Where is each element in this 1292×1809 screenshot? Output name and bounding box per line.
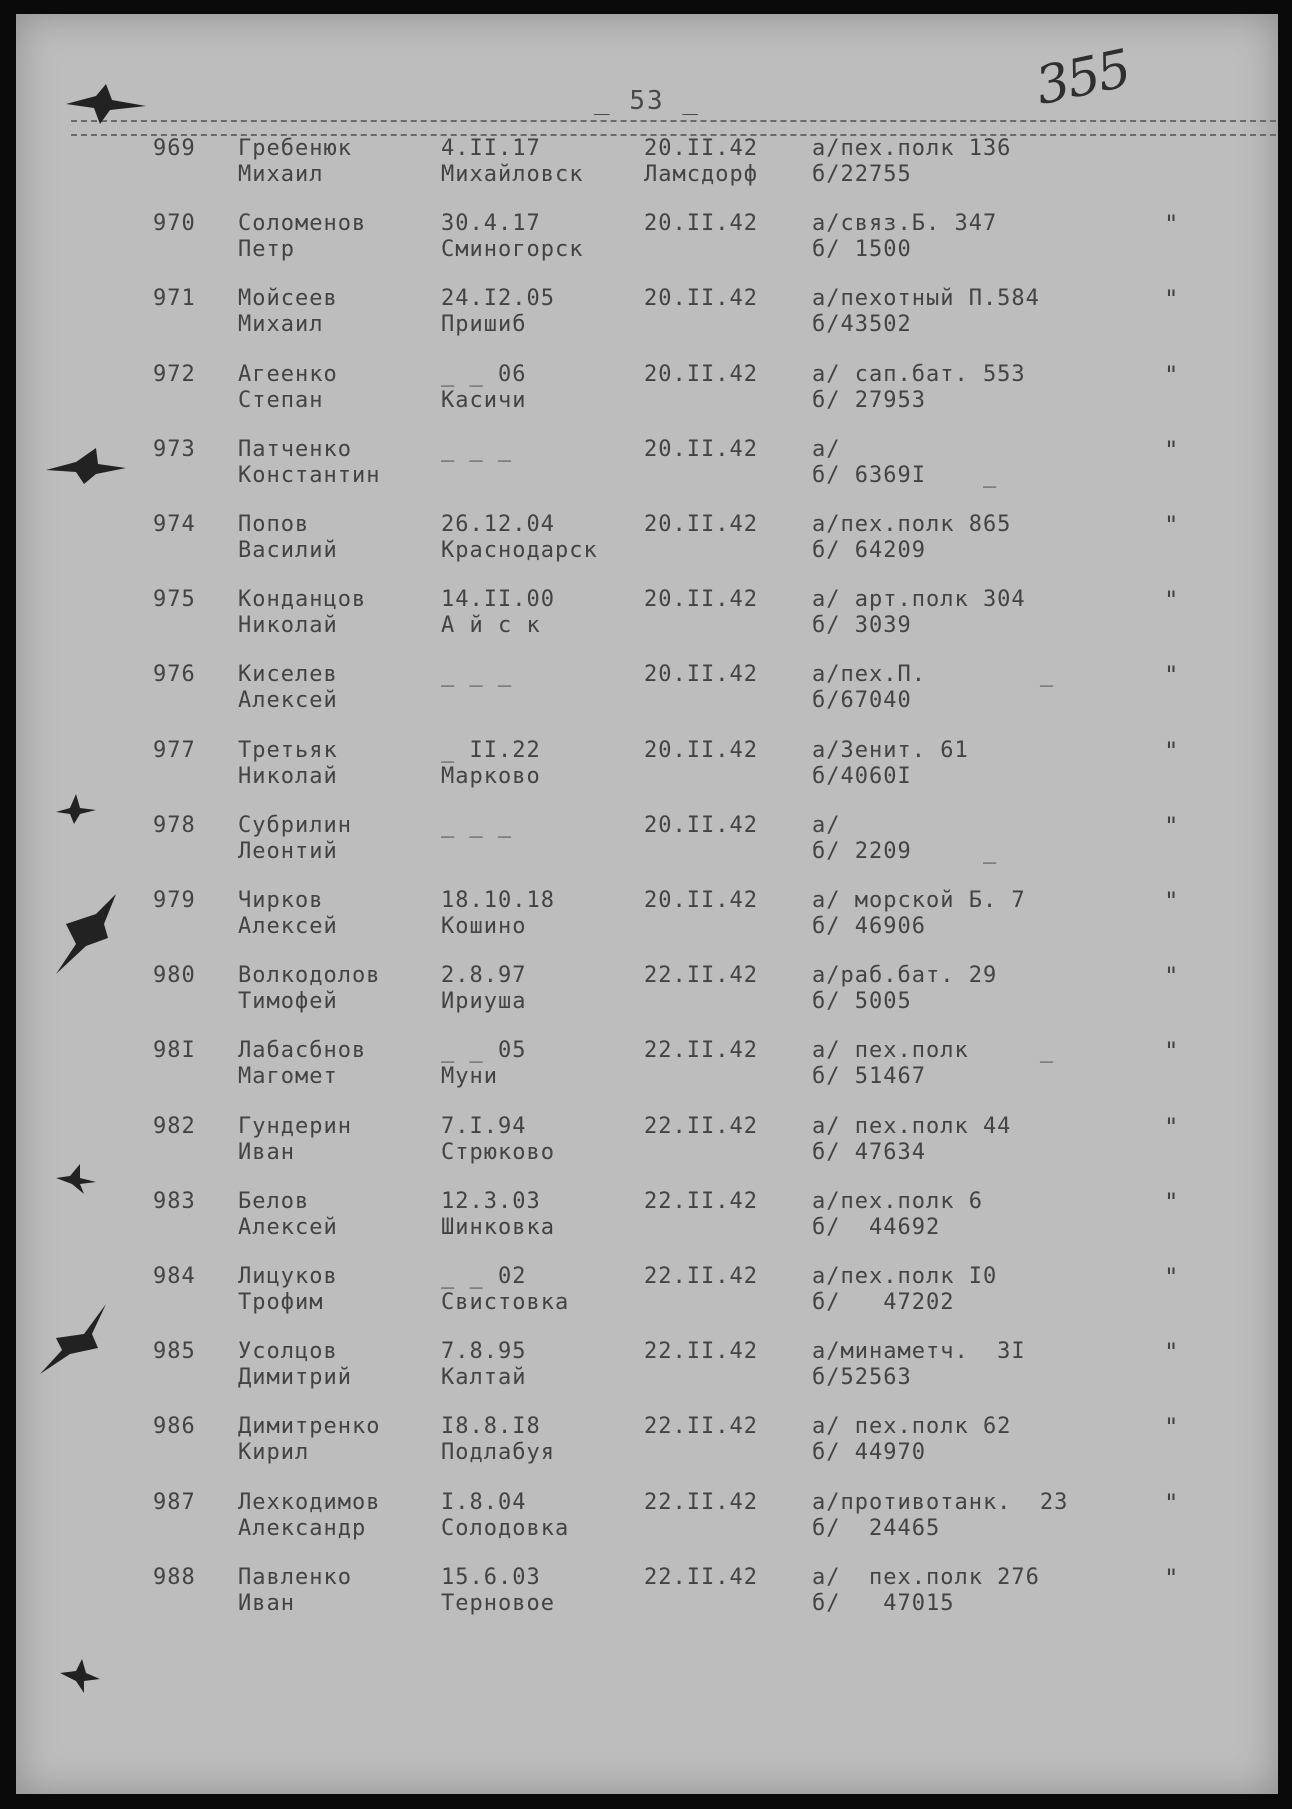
military-unit: а/пех.полк I0 б/ 47202 bbox=[812, 1264, 998, 1315]
military-unit: а/ пех.полк _ б/ 51467 bbox=[812, 1038, 1055, 1090]
table-row bbox=[16, 662, 1278, 732]
person-name: Третьяк Николай bbox=[238, 737, 338, 789]
table-row bbox=[16, 1565, 1278, 1635]
row-number: 982 bbox=[153, 1113, 196, 1139]
person-name: Лехкодимов Александр bbox=[238, 1489, 381, 1541]
birth-info: _ _ 02 Свистовка bbox=[441, 1264, 570, 1315]
table-row bbox=[16, 1264, 1278, 1334]
capture-date: 20.II.42 bbox=[644, 361, 758, 387]
birth-info: _ _ 06 Касичи bbox=[441, 361, 527, 413]
capture-date: 22.II.42 bbox=[644, 1264, 758, 1289]
row-number: 970 bbox=[153, 211, 196, 237]
military-unit: а/пехотный П.584 б/43502 bbox=[812, 286, 1040, 338]
rank: " bbox=[1164, 661, 1180, 690]
person-name: Димитренко Кирил bbox=[238, 1414, 381, 1466]
military-unit: а/противотанк. 23 б/ 24465 bbox=[812, 1489, 1069, 1541]
capture-date: 20.II.42 bbox=[644, 737, 758, 763]
row-number: 988 bbox=[153, 1564, 196, 1590]
rank: " bbox=[1164, 1037, 1180, 1066]
table-row bbox=[16, 437, 1278, 507]
person-name: Лицуков Трофим bbox=[238, 1264, 338, 1315]
table-row bbox=[16, 211, 1278, 281]
military-unit: а/ б/ 6369I _ bbox=[812, 436, 998, 488]
rank: " bbox=[1164, 811, 1180, 840]
row-number: 974 bbox=[153, 512, 196, 537]
capture-date: 22.II.42 bbox=[644, 1414, 758, 1440]
rank: " bbox=[1164, 285, 1180, 314]
page-number: _ 53 _ bbox=[594, 86, 700, 116]
birth-info: 26.12.04 Краснодарск bbox=[441, 512, 598, 563]
birth-info: 18.10.18 Кошино bbox=[441, 888, 555, 939]
military-unit: а/пех.полк 136 б/22755 bbox=[812, 136, 1012, 187]
row-number: 984 bbox=[153, 1264, 196, 1289]
row-number: 973 bbox=[153, 436, 196, 462]
dashed-divider bbox=[71, 120, 1276, 136]
person-name: Патченко Константин bbox=[238, 436, 381, 488]
birth-info: 12.3.03 Шинковка bbox=[441, 1188, 555, 1240]
row-number: 969 bbox=[153, 136, 196, 161]
table-row bbox=[16, 738, 1278, 808]
row-number: 986 bbox=[153, 1414, 196, 1440]
capture-date: 22.II.42 bbox=[644, 963, 758, 989]
table-row bbox=[16, 813, 1278, 883]
table-row bbox=[16, 888, 1278, 958]
military-unit: а/Зенит. 61 б/4060I bbox=[812, 737, 969, 789]
rank: " bbox=[1164, 1187, 1180, 1216]
rank: " bbox=[1164, 360, 1180, 389]
row-number: 977 bbox=[153, 737, 196, 763]
military-unit: а/ сап.бат. 553 б/ 27953 bbox=[812, 361, 1026, 413]
birth-info: 30.4.17 Сминогорск bbox=[441, 211, 584, 263]
military-unit: а/ арт.полк 304 б/ 3039 bbox=[812, 587, 1026, 639]
person-name: Попов Василий bbox=[238, 512, 338, 563]
row-number: 972 bbox=[153, 361, 196, 387]
birth-info: _ _ _ bbox=[441, 436, 513, 462]
table-row bbox=[16, 1339, 1278, 1409]
birth-info: I8.8.I8 Подлабуя bbox=[441, 1414, 555, 1466]
capture-date: 20.II.42 bbox=[644, 286, 758, 312]
military-unit: а/минаметч. 3I б/52563 bbox=[812, 1339, 1026, 1391]
capture-date: 22.II.42 bbox=[644, 1564, 758, 1590]
capture-date: 22.II.42 bbox=[644, 1339, 758, 1365]
rank: " bbox=[1164, 1488, 1180, 1517]
person-name: Гребенюк Михаил bbox=[238, 136, 352, 187]
capture-date: 20.II.42 bbox=[644, 662, 758, 688]
capture-date: 22.II.42 bbox=[644, 1188, 758, 1214]
military-unit: а/пех.полк 865 б/ 64209 bbox=[812, 512, 1012, 563]
military-unit: а/раб.бат. 29 б/ 5005 bbox=[812, 963, 998, 1015]
rank: " bbox=[1164, 1338, 1180, 1367]
birth-info: I.8.04 Солодовка bbox=[441, 1489, 570, 1541]
table-row bbox=[16, 963, 1278, 1033]
rank: " bbox=[1164, 511, 1180, 539]
rank: " bbox=[1164, 586, 1180, 615]
birth-info: _ _ _ bbox=[441, 812, 513, 838]
rank: " bbox=[1164, 1563, 1180, 1592]
military-unit: а/ пех.полк 62 б/ 44970 bbox=[812, 1414, 1012, 1466]
row-number: 983 bbox=[153, 1188, 196, 1214]
table-row bbox=[16, 1038, 1278, 1108]
row-number: 98I bbox=[153, 1038, 196, 1064]
row-number: 987 bbox=[153, 1489, 196, 1515]
punch-hole-icon bbox=[60, 1659, 100, 1693]
table-row bbox=[16, 512, 1278, 582]
person-name: Агеенко Степан bbox=[238, 361, 338, 413]
table-row bbox=[16, 362, 1278, 432]
capture-date: 20.II.42 Ламсдорф bbox=[644, 136, 758, 187]
table-row bbox=[16, 136, 1278, 206]
person-name: Киселев Алексей bbox=[238, 662, 338, 714]
person-name: Мойсеев Михаил bbox=[238, 286, 338, 338]
capture-date: 20.II.42 bbox=[644, 436, 758, 462]
person-name: Белов Алексей bbox=[238, 1188, 338, 1240]
person-name: Субрилин Леонтий bbox=[238, 812, 352, 864]
person-name: Соломенов Петр bbox=[238, 211, 367, 263]
rank: " bbox=[1164, 210, 1180, 239]
table-row bbox=[16, 1114, 1278, 1184]
row-number: 978 bbox=[153, 812, 196, 838]
rank: " bbox=[1164, 1413, 1180, 1442]
rank: " bbox=[1164, 887, 1180, 915]
military-unit: а/ пех.полк 276 б/ 47015 bbox=[812, 1564, 1040, 1616]
rank: " bbox=[1164, 962, 1180, 991]
birth-info: 2.8.97 Ириуша bbox=[441, 963, 527, 1015]
document-page bbox=[16, 14, 1278, 1794]
table-row bbox=[16, 1490, 1278, 1560]
capture-date: 20.II.42 bbox=[644, 211, 758, 237]
capture-date: 22.II.42 bbox=[644, 1113, 758, 1139]
table-row bbox=[16, 587, 1278, 657]
military-unit: а/ морской Б. 7 б/ 46906 bbox=[812, 888, 1026, 939]
military-unit: а/ пех.полк 44 б/ 47634 bbox=[812, 1113, 1012, 1165]
military-unit: а/пех.П. _ б/67040 bbox=[812, 662, 1055, 714]
row-number: 980 bbox=[153, 963, 196, 989]
row-number: 979 bbox=[153, 888, 196, 913]
punch-hole-icon bbox=[66, 84, 146, 124]
capture-date: 22.II.42 bbox=[644, 1038, 758, 1064]
birth-info: 7.8.95 Калтай bbox=[441, 1339, 527, 1391]
birth-info: _ II.22 Марково bbox=[441, 737, 541, 789]
birth-info: 4.II.17 Михайловск bbox=[441, 136, 584, 187]
capture-date: 22.II.42 bbox=[644, 1489, 758, 1515]
person-name: Волкодолов Тимофей bbox=[238, 963, 381, 1015]
military-unit: а/пех.полк 6 б/ 44692 bbox=[812, 1188, 983, 1240]
row-number: 985 bbox=[153, 1339, 196, 1365]
capture-date: 20.II.42 bbox=[644, 512, 758, 537]
capture-date: 20.II.42 bbox=[644, 888, 758, 913]
capture-date: 20.II.42 bbox=[644, 812, 758, 838]
person-name: Чирков Алексей bbox=[238, 888, 338, 939]
rank: " bbox=[1164, 1263, 1180, 1291]
person-name: Павленко Иван bbox=[238, 1564, 352, 1616]
rank: " bbox=[1164, 435, 1180, 464]
table-row bbox=[16, 286, 1278, 356]
birth-info: 7.I.94 Стрюково bbox=[441, 1113, 555, 1165]
rank: " bbox=[1164, 736, 1180, 765]
person-name: Лабасбнов Магомет bbox=[238, 1038, 367, 1090]
row-number: 976 bbox=[153, 662, 196, 688]
person-name: Усолцов Димитрий bbox=[238, 1339, 352, 1391]
military-unit: а/ б/ 2209 _ bbox=[812, 812, 998, 864]
rank: " bbox=[1164, 1112, 1180, 1141]
birth-info: _ _ 05 Муни bbox=[441, 1038, 527, 1090]
handwritten-archive-number: 355 bbox=[1030, 38, 1135, 118]
person-name: Гундерин Иван bbox=[238, 1113, 352, 1165]
row-number: 975 bbox=[153, 587, 196, 613]
person-name: Конданцов Николай bbox=[238, 587, 367, 639]
row-number: 971 bbox=[153, 286, 196, 312]
military-unit: а/связ.Б. 347 б/ 1500 bbox=[812, 211, 998, 263]
birth-info: _ _ _ bbox=[441, 662, 513, 688]
table-row bbox=[16, 1189, 1278, 1259]
birth-info: 24.I2.05 Пришиб bbox=[441, 286, 555, 338]
birth-info: 15.6.03 Терновое bbox=[441, 1564, 555, 1616]
birth-info: 14.II.00 А й с к bbox=[441, 587, 555, 639]
capture-date: 20.II.42 bbox=[644, 587, 758, 613]
table-row bbox=[16, 1414, 1278, 1484]
